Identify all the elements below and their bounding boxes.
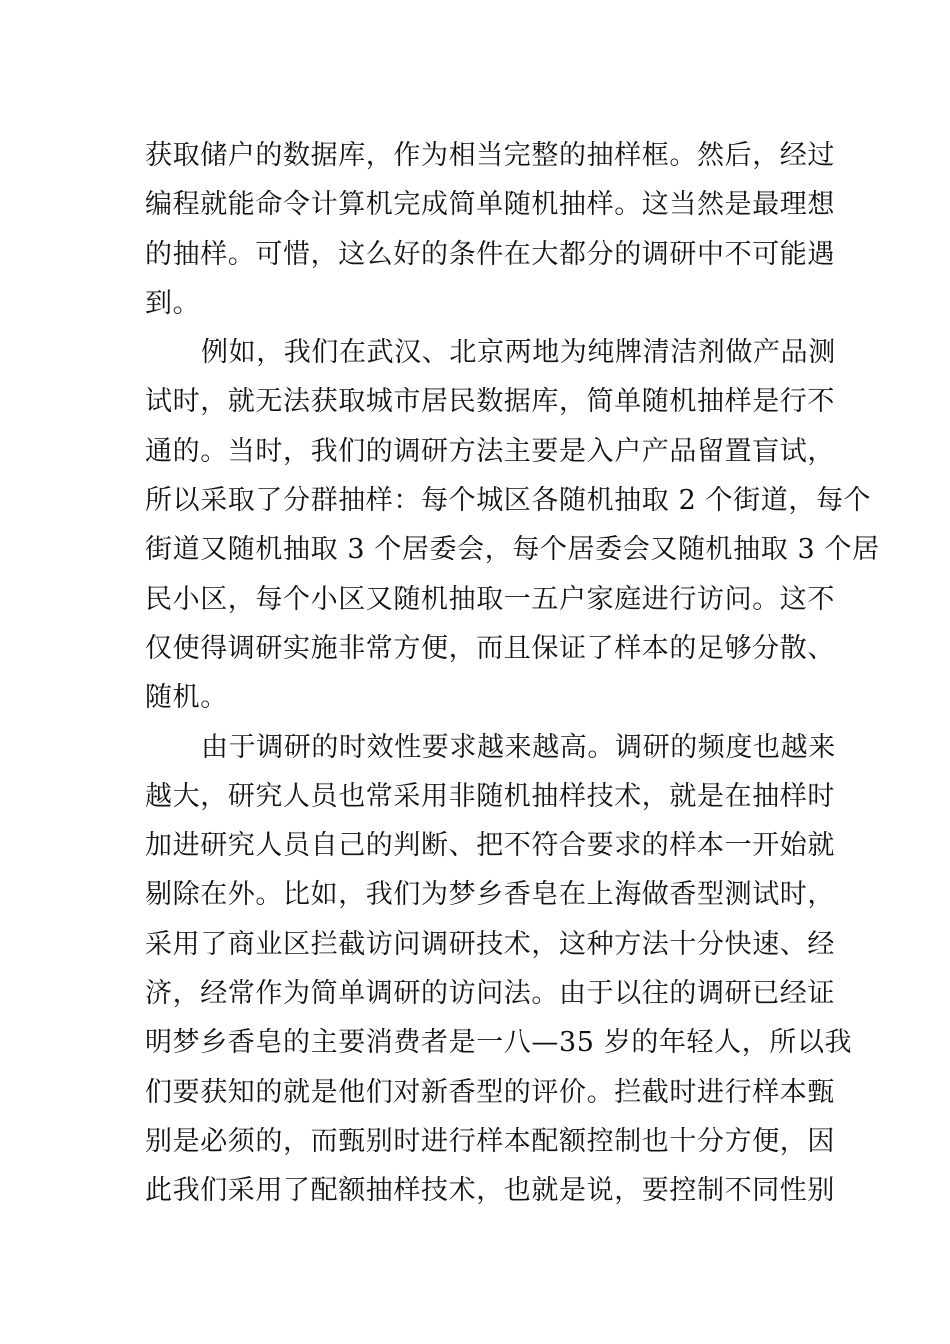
text-line: 的抽样。可惜，这么好的条件在大都分的调研中不可能遇 [145,238,835,270]
text-line: 别是必须的，而甄别时进行样本配额控制也十分方便，因 [145,1125,835,1157]
text-line: 通的。当时，我们的调研方法主要是入户产品留置盲试， [145,435,835,467]
text-line: 所以采取了分群抽样：每个城区各随机抽取 2 个街道，每个 [145,485,872,517]
paragraph-1 [145,131,835,328]
text-line: 编程就能命令计算机完成简单随机抽样。这当然是最理想 [145,189,835,221]
text-line: 采用了商业区拦截访问调研技术，这种方法十分快速、经 [145,928,835,960]
text-line: 加进研究人员自己的判断、把不符合要求的样本一开始就 [145,830,835,862]
text-line: 民小区，每个小区又随机抽取一五户家庭进行访问。这不 [145,583,835,615]
text-line: 仅使得调研实施非常方便，而且保证了样本的足够分散、 [145,632,835,664]
text-line: 此我们采用了配额抽样技术，也就是说，要控制不同性别 [145,1175,835,1207]
document-body [145,131,880,1216]
text-line: 剔除在外。比如，我们为梦乡香皂在上海做香型测试时， [145,879,835,911]
text-line: 济，经常作为简单调研的访问法。由于以往的调研已经证 [145,978,835,1010]
text-line: 随机。 [145,682,228,714]
text-line: 获取储户的数据库，作为相当完整的抽样框。然后，经过 [145,140,835,171]
text-line: 试时，就无法获取城市居民数据库，简单随机抽样是行不 [145,386,835,418]
paragraph-3 [145,723,853,1216]
text-line: 越大，研究人员也常采用非随机抽样技术，就是在抽样时 [145,780,835,812]
text-line: 到。 [145,287,201,319]
text-line: 例如，我们在武汉、北京两地为纯牌清洁剂做产品测 [201,337,836,369]
text-line: 街道又随机抽取 3 个居委会，每个居委会又随机抽取 3 个居 [145,534,880,566]
text-line: 明梦乡香皂的主要消费者是一八—35 岁的年轻人，所以我 [145,1027,853,1059]
paragraph-2 [145,328,880,722]
text-line: 由于调研的时效性要求越来越高。调研的频度也越来 [201,731,836,763]
text-line: 们要获知的就是他们对新香型的评价。拦截时进行样本甄 [145,1076,835,1108]
